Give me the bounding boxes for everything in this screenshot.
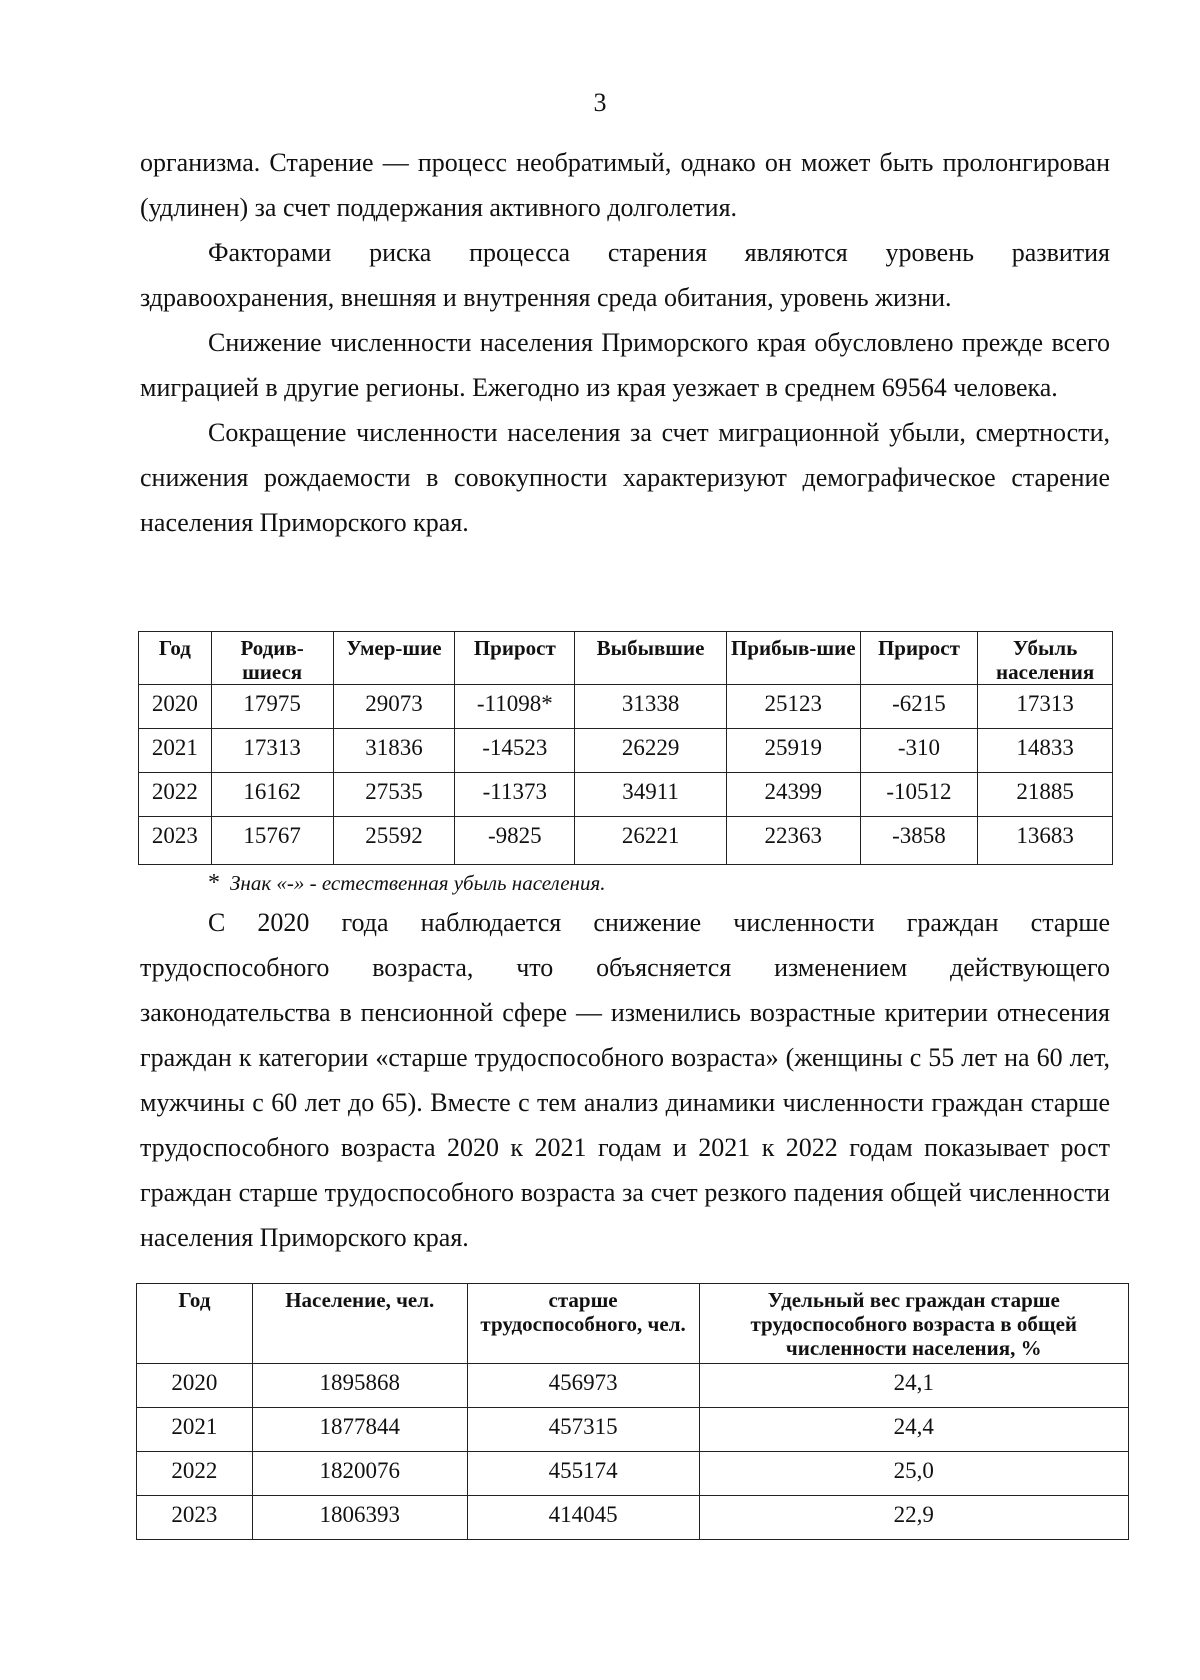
table-cell: -3858: [860, 817, 978, 865]
table-cell: 25919: [726, 729, 860, 773]
table-row: [137, 1408, 1129, 1452]
table-cell: -310: [860, 729, 978, 773]
table-cell: -11098*: [455, 685, 575, 729]
table-cell: 17313: [978, 685, 1113, 729]
table-cell: -10512: [860, 773, 978, 817]
column-header: Население, чел.: [252, 1284, 467, 1364]
table-cell: 31836: [333, 729, 455, 773]
table-cell: 13683: [978, 817, 1113, 865]
column-header: Прирост: [455, 632, 575, 685]
table-cell: 24,1: [699, 1364, 1129, 1408]
table-cell: 16162: [211, 773, 333, 817]
table-cell: 22363: [726, 817, 860, 865]
table-cell: 455174: [467, 1452, 699, 1496]
table-cell: 26221: [575, 817, 727, 865]
table-row: [137, 1496, 1129, 1540]
table-cell: 21885: [978, 773, 1113, 817]
table-cell: 2020: [139, 685, 212, 729]
page-number: 3: [593, 88, 607, 117]
table-cell: 1820076: [252, 1452, 467, 1496]
table-row: [139, 817, 1113, 865]
table-cell: 14833: [978, 729, 1113, 773]
footnote-marker: *: [208, 870, 220, 896]
table-row: [139, 685, 1113, 729]
table-cell: 24399: [726, 773, 860, 817]
column-header: Год: [139, 632, 212, 685]
table-cell: 1895868: [252, 1364, 467, 1408]
column-header: Удельный вес граждан старше трудоспособного возраста в общей численности населения, %: [699, 1284, 1129, 1364]
migration-table: [138, 631, 1113, 865]
table-row: [139, 729, 1113, 773]
table-cell: 17313: [211, 729, 333, 773]
paragraph: Снижение численности населения Приморского края обусловлено прежде всего миграцией в другие регионы. Ежегодно из края уезжает в среднем 69564 человека.: [140, 328, 1110, 402]
table-cell: 25123: [726, 685, 860, 729]
paragraph: С 2020 года наблюдается снижение численности граждан старше трудоспособного возраста, что объясняется изменением действующего законодательства в пенсионной сфере — изменились возрастные критерии отнесения граждан к категории «старше трудоспособного возраста» (женщины с 55 лет на 60 лет, мужчины с 60 лет до 65). Вместе с тем анализ динамики численности граждан старше трудоспособного возраста 2020 к 2021 годам и 2021 к 2022 годам показывает рост граждан старше трудоспособного возраста за счет резкого падения общей численности населения Приморского края.: [140, 908, 1110, 1252]
table-header-row: [137, 1284, 1129, 1364]
table-cell: 2020: [137, 1364, 253, 1408]
column-header: Выбывшие: [575, 632, 727, 685]
table-row: [139, 773, 1113, 817]
column-header: Прибыв-шие: [726, 632, 860, 685]
elderly-population-table: [136, 1283, 1129, 1540]
table-cell: 25,0: [699, 1452, 1129, 1496]
body-text-bottom: [140, 900, 1110, 1260]
table-cell: 29073: [333, 685, 455, 729]
table-cell: 1877844: [252, 1408, 467, 1452]
paragraph: Факторами риска процесса старения являются уровень развития здравоохранения, внешняя и внутренняя среда обитания, уровень жизни.: [140, 238, 1110, 312]
table-cell: -6215: [860, 685, 978, 729]
paragraph: организма. Старение — процесс необратимый, однако он может быть пролонгирован (удлинен) за счет поддержания активного долголетия.: [140, 148, 1110, 222]
table-cell: -14523: [455, 729, 575, 773]
column-header: Год: [137, 1284, 253, 1364]
table-cell: 17975: [211, 685, 333, 729]
column-header: старше трудоспособного, чел.: [467, 1284, 699, 1364]
table-cell: 27535: [333, 773, 455, 817]
body-text-top: [140, 140, 1110, 545]
table-cell: 26229: [575, 729, 727, 773]
footnote-text: Знак «-» - естественная убыль населения.: [230, 871, 606, 895]
table-row: [137, 1452, 1129, 1496]
column-header: Убыль населения: [978, 632, 1113, 685]
table-cell: 457315: [467, 1408, 699, 1452]
table-cell: -9825: [455, 817, 575, 865]
table-cell: 2021: [139, 729, 212, 773]
table-cell: 24,4: [699, 1408, 1129, 1452]
table-cell: 25592: [333, 817, 455, 865]
table-footnote: [208, 870, 605, 897]
table-cell: 2022: [139, 773, 212, 817]
table-cell: -11373: [455, 773, 575, 817]
column-header: Родив-шиеся: [211, 632, 333, 685]
table-cell: 2022: [137, 1452, 253, 1496]
table-header-row: [139, 632, 1113, 685]
column-header: Прирост: [860, 632, 978, 685]
table-cell: 414045: [467, 1496, 699, 1540]
table-row: [137, 1364, 1129, 1408]
table-cell: 31338: [575, 685, 727, 729]
table-cell: 15767: [211, 817, 333, 865]
table-cell: 2023: [139, 817, 212, 865]
column-header: Умер-шие: [333, 632, 455, 685]
table-cell: 456973: [467, 1364, 699, 1408]
table-cell: 2023: [137, 1496, 253, 1540]
table-cell: 22,9: [699, 1496, 1129, 1540]
table-cell: 34911: [575, 773, 727, 817]
table-cell: 2021: [137, 1408, 253, 1452]
table-cell: 1806393: [252, 1496, 467, 1540]
paragraph: Сокращение численности населения за счет миграционной убыли, смертности, снижения рождаемости в совокупности характеризуют демографическое старение населения Приморского края.: [140, 418, 1110, 537]
